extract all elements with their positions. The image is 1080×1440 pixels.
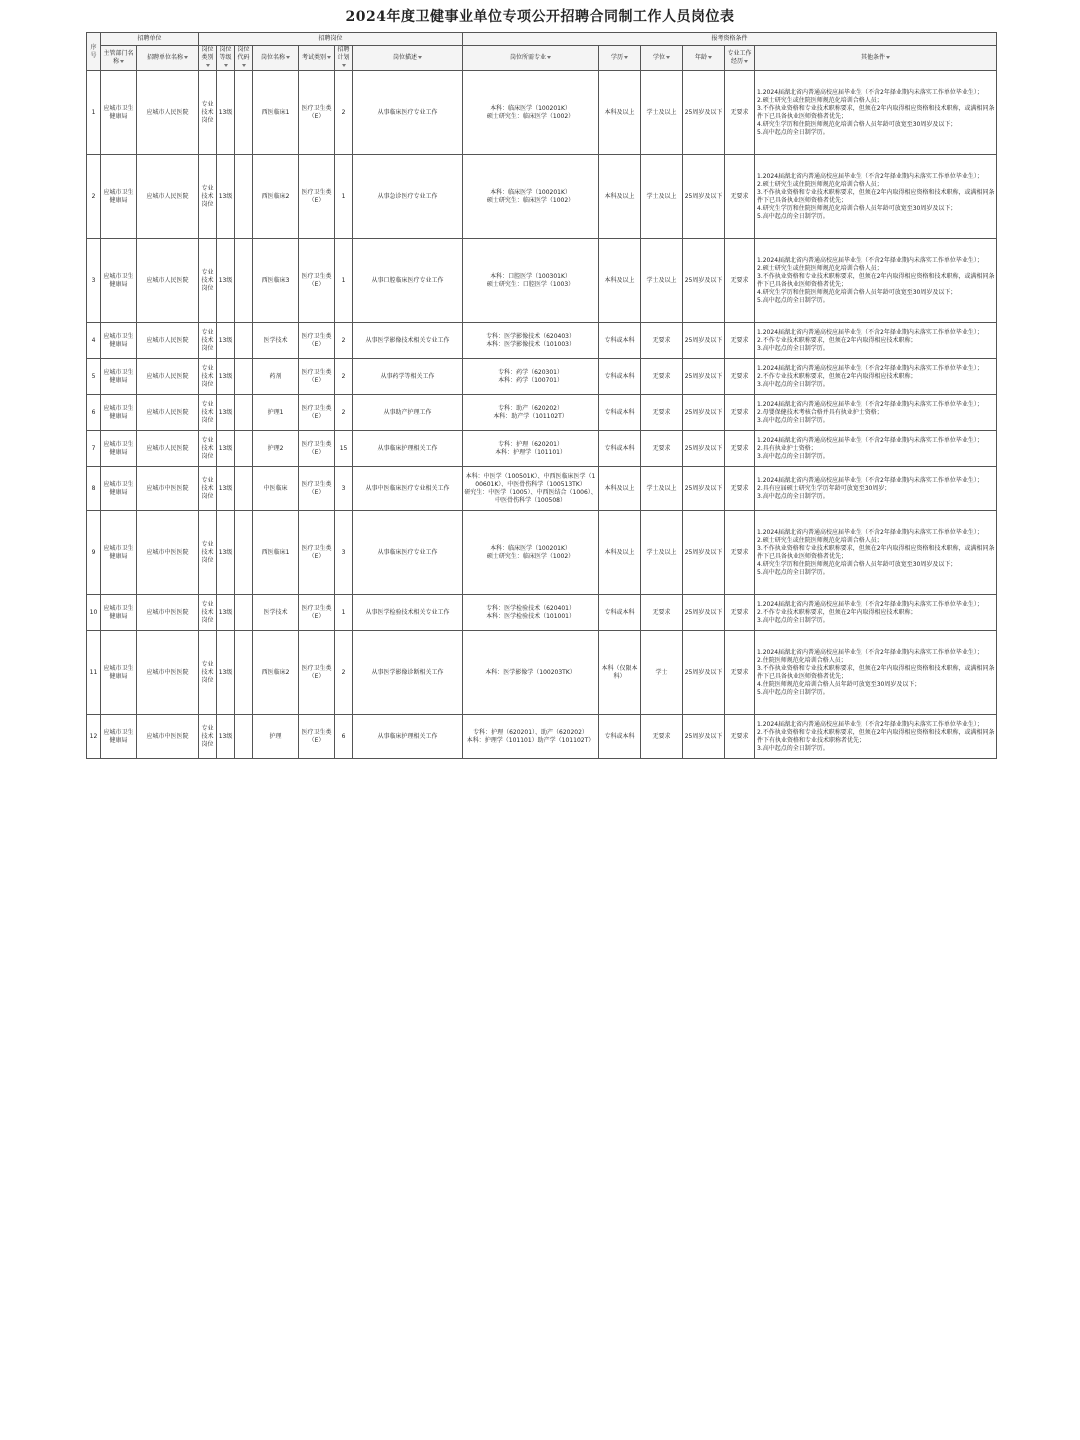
cell-unit: 应城市中医医院 [137,631,199,715]
cell-plan: 15 [335,431,353,467]
cell-dept: 应城市卫生健康局 [101,431,137,467]
cell-desc: 从事临床医疗专业工作 [353,511,463,595]
filter-dropdown-icon[interactable] [242,64,246,67]
cell-dept: 应城市卫生健康局 [101,715,137,759]
cell-unit: 应城市人民医院 [137,71,199,155]
cell-dept: 应城市卫生健康局 [101,595,137,631]
cell-edu: 专科或本科 [599,431,641,467]
cell-no: 11 [87,631,101,715]
cell-degree: 无要求 [641,359,683,395]
table-row [87,431,997,467]
cell-exam: 医疗卫生类（E） [299,431,335,467]
cell-exp: 无要求 [725,323,755,359]
cell-plan: 1 [335,239,353,323]
cell-exp: 无要求 [725,511,755,595]
cell-unit: 应城市人民医院 [137,323,199,359]
cell-unit: 应城市人民医院 [137,359,199,395]
cell-major: 本科：口腔医学（100301K） 硕士研究生：口腔医学（1003） [463,239,599,323]
cell-exam: 医疗卫生类（E） [299,239,335,323]
cell-age: 25周岁及以下 [683,323,725,359]
filter-dropdown-icon[interactable] [666,56,670,59]
cell-code [235,631,253,715]
cell-edu: 本科（仅限本科） [599,631,641,715]
cell-desc: 从事医学检验技术相关专业工作 [353,595,463,631]
column-header-5[interactable] [235,46,253,71]
cell-grade: 13级 [217,715,235,759]
cell-unit: 应城市中医医院 [137,595,199,631]
cell-dept: 应城市卫生健康局 [101,359,137,395]
cell-edu: 专科或本科 [599,595,641,631]
column-header-1[interactable] [101,46,137,71]
cell-desc: 从事医学影像诊断相关工作 [353,631,463,715]
cell-no: 3 [87,239,101,323]
cell-other: 1.2024届湖北省内普通高校应届毕业生（不含2年择业期内未落实工作单位毕业生）； 2.具有执业护士资格； 3.高中起点的全日制学历。 [755,431,997,467]
cell-code [235,511,253,595]
column-header-13[interactable] [683,46,725,71]
table-row [87,467,997,511]
filter-dropdown-icon[interactable] [327,56,331,59]
cell-cat: 专业技术岗位 [199,395,217,431]
cell-name: 西医临床1 [253,511,299,595]
filter-dropdown-icon[interactable] [224,64,228,67]
cell-grade: 13级 [217,431,235,467]
cell-no: 4 [87,323,101,359]
cell-plan: 3 [335,511,353,595]
column-header-6[interactable] [253,46,299,71]
column-header-label: 岗位代码 [237,46,250,61]
filter-dropdown-icon[interactable] [708,56,712,59]
cell-code [235,71,253,155]
column-header-label: 岗位等级 [219,46,232,61]
filter-dropdown-icon[interactable] [418,56,422,59]
cell-code [235,595,253,631]
filter-dropdown-icon[interactable] [886,56,890,59]
cell-plan: 2 [335,395,353,431]
cell-edu: 本科及以上 [599,239,641,323]
table-row [87,715,997,759]
cell-cat: 专业技术岗位 [199,715,217,759]
cell-no: 1 [87,71,101,155]
cell-desc: 从事临床护理相关工作 [353,431,463,467]
cell-unit: 应城市人民医院 [137,431,199,467]
cell-degree: 无要求 [641,595,683,631]
cell-edu: 本科及以上 [599,467,641,511]
cell-cat: 专业技术岗位 [199,239,217,323]
cell-dept: 应城市卫生健康局 [101,467,137,511]
cell-exam: 医疗卫生类（E） [299,155,335,239]
cell-other: 1.2024届湖北省内普通高校应届毕业生（不含2年择业期内未落实工作单位毕业生）； 2.住院医师规范化培训合格人员； 3.不作执业资格和专业技术职称要求，但须在2年内取得相应资格和技术职称，或满相同条件下已具备执业医师资格者优先； 4.住院医师规范化培训合格人员年龄可放宽至30周岁及以下； 5.高中起点的全日制学历。 [755,631,997,715]
cell-cat: 专业技术岗位 [199,323,217,359]
group-header-unit: 招聘单位 [101,33,199,46]
filter-dropdown-icon[interactable] [342,64,346,67]
cell-name: 中医临床 [253,467,299,511]
filter-dropdown-icon[interactable] [184,56,188,59]
cell-code [235,467,253,511]
cell-exam: 医疗卫生类（E） [299,715,335,759]
cell-exp: 无要求 [725,239,755,323]
table-row [87,71,997,155]
cell-other: 1.2024届湖北省内普通高校应届毕业生（不含2年择业期内未落实工作单位毕业生）； 2.母婴保健技术考核合格并具有执业护士资格； 3.高中起点的全日制学历。 [755,395,997,431]
table-row [87,631,997,715]
cell-dept: 应城市卫生健康局 [101,395,137,431]
cell-age: 25周岁及以下 [683,511,725,595]
cell-dept: 应城市卫生健康局 [101,631,137,715]
column-header-12[interactable] [641,46,683,71]
cell-degree: 学士 [641,631,683,715]
column-header-label: 岗位类别 [201,46,214,61]
cell-degree: 学士及以上 [641,71,683,155]
cell-grade: 13级 [217,467,235,511]
cell-major: 专科：医学检验技术（620401） 本科：医学检验技术（101001） [463,595,599,631]
cell-name: 医学技术 [253,323,299,359]
filter-dropdown-icon[interactable] [744,60,748,63]
cell-code [235,359,253,395]
cell-major: 本科：临床医学（100201K） 硕士研究生：临床医学（1002） [463,511,599,595]
cell-age: 25周岁及以下 [683,395,725,431]
cell-grade: 13级 [217,595,235,631]
cell-age: 25周岁及以下 [683,595,725,631]
cell-dept: 应城市卫生健康局 [101,323,137,359]
cell-age: 25周岁及以下 [683,71,725,155]
cell-grade: 13级 [217,323,235,359]
cell-exp: 无要求 [725,467,755,511]
cell-degree: 学士及以上 [641,467,683,511]
col-header: 序号 [87,33,101,71]
column-header-label: 招聘单位名称 [147,54,184,61]
cell-exp: 无要求 [725,595,755,631]
cell-unit: 应城市人民医院 [137,395,199,431]
cell-code [235,155,253,239]
cell-exp: 无要求 [725,359,755,395]
cell-edu: 本科及以上 [599,71,641,155]
cell-exp: 无要求 [725,715,755,759]
column-header-label: 学位 [653,54,666,61]
cell-exp: 无要求 [725,395,755,431]
cell-desc: 从事药学等相关工作 [353,359,463,395]
cell-plan: 2 [335,631,353,715]
cell-plan: 1 [335,155,353,239]
table-row [87,155,997,239]
filter-dropdown-icon[interactable] [624,56,628,59]
cell-degree: 无要求 [641,395,683,431]
cell-degree: 学士及以上 [641,239,683,323]
cell-grade: 13级 [217,511,235,595]
cell-plan: 2 [335,71,353,155]
cell-name: 药剂 [253,359,299,395]
column-header-label: 招聘计划 [337,46,350,61]
cell-age: 25周岁及以下 [683,467,725,511]
cell-no: 2 [87,155,101,239]
table-row [87,595,997,631]
cell-grade: 13级 [217,71,235,155]
cell-major: 专科：医学影像技术（620403） 本科：医学影像技术（101003） [463,323,599,359]
cell-name: 护理1 [253,395,299,431]
column-header-11[interactable] [599,46,641,71]
cell-exp: 无要求 [725,71,755,155]
cell-edu: 本科及以上 [599,155,641,239]
cell-no: 12 [87,715,101,759]
cell-unit: 应城市中医医院 [137,715,199,759]
cell-code [235,431,253,467]
cell-exam: 医疗卫生类（E） [299,467,335,511]
filter-dropdown-icon[interactable] [286,56,290,59]
cell-dept: 应城市卫生健康局 [101,71,137,155]
filter-dropdown-icon[interactable] [120,60,124,63]
cell-cat: 专业技术岗位 [199,431,217,467]
cell-no: 9 [87,511,101,595]
cell-other: 1.2024届湖北省内普通高校应届毕业生（不含2年择业期内未落实工作单位毕业生）； 2.具有应届硕士研究生学历年龄可放宽至30周岁； 3.高中起点的全日制学历。 [755,467,997,511]
cell-age: 25周岁及以下 [683,155,725,239]
cell-exam: 医疗卫生类（E） [299,595,335,631]
cell-degree: 无要求 [641,431,683,467]
cell-no: 7 [87,431,101,467]
cell-exp: 无要求 [725,431,755,467]
cell-cat: 专业技术岗位 [199,631,217,715]
cell-edu: 专科或本科 [599,715,641,759]
filter-dropdown-icon[interactable] [547,56,551,59]
cell-other: 1.2024届湖北省内普通高校应届毕业生（不含2年择业期内未落实工作单位毕业生）； 2.不作专业技术职称要求，但须在2年内取得相应技术职称； 3.高中起点的全日制学历。 [755,595,997,631]
column-header-label: 专业工作经历 [727,50,752,65]
column-header-label: 考试类别 [302,54,327,61]
cell-code [235,323,253,359]
column-header-label: 岗位描述 [393,54,418,61]
cell-dept: 应城市卫生健康局 [101,155,137,239]
column-header-4[interactable] [217,46,235,71]
cell-no: 8 [87,467,101,511]
column-header-7[interactable] [299,46,335,71]
cell-edu: 专科或本科 [599,323,641,359]
cell-cat: 专业技术岗位 [199,155,217,239]
cell-exam: 医疗卫生类（E） [299,359,335,395]
cell-name: 西医临床2 [253,631,299,715]
page-title: 2024年度卫健事业单位专项公开招聘合同制工作人员岗位表 [345,9,735,25]
cell-exam: 医疗卫生类（E） [299,395,335,431]
table-row [87,239,997,323]
cell-name: 西医临床3 [253,239,299,323]
cell-exam: 医疗卫生类（E） [299,71,335,155]
group-header-position: 招聘岗位 [199,33,463,46]
cell-grade: 13级 [217,359,235,395]
cell-unit: 应城市人民医院 [137,239,199,323]
cell-age: 25周岁及以下 [683,359,725,395]
column-header-label: 主管部门名称 [103,50,134,65]
cell-other: 1.2024届湖北省内普通高校应届毕业生（不含2年择业期内未落实工作单位毕业生）； 2.不作专业技术职称要求，但须在2年内取得相应技术职称； 3.高中起点的全日制学历。 [755,323,997,359]
cell-name: 护理 [253,715,299,759]
cell-other: 1.2024届湖北省内普通高校应届毕业生（不含2年择业期内未落实工作单位毕业生）； 2.硕士研究生或住院医师规范化培训合格人员； 3.不作执业资格和专业技术职称要求，但须在2年内取得相应资格和技术职称，或满相同条件下已具备执业医师资格者优先； 4.研究生学历和住院医师规范化培训合格人员年龄可放宽至30周岁及以下； 5.高中起点的全日制学历。 [755,155,997,239]
cell-no: 6 [87,395,101,431]
cell-cat: 专业技术岗位 [199,467,217,511]
cell-major: 本科：医学影像学（100203TK） [463,631,599,715]
cell-no: 5 [87,359,101,395]
cell-major: 本科：临床医学（100201K） 硕士研究生：临床医学（1002） [463,155,599,239]
cell-cat: 专业技术岗位 [199,595,217,631]
cell-exp: 无要求 [725,155,755,239]
cell-plan: 2 [335,359,353,395]
cell-other: 1.2024届湖北省内普通高校应届毕业生（不含2年择业期内未落实工作单位毕业生）； 2.不作执业资格和专业技术职称要求，但须在2年内取得相应资格和技术职称，或满相同条件下有执业资格和专业技术职称者优先； 3.高中起点的全日制学历。 [755,715,997,759]
positions-table [86,32,997,759]
cell-name: 西医临床1 [253,71,299,155]
cell-other: 1.2024届湖北省内普通高校应届毕业生（不含2年择业期内未落实工作单位毕业生）； 2.不作专业技术职称要求，但须在2年内取得相应技术职称； 3.高中起点的全日制学历。 [755,359,997,395]
cell-desc: 从事临床护理相关工作 [353,715,463,759]
cell-cat: 专业技术岗位 [199,359,217,395]
column-header-label: 年龄 [695,54,708,61]
cell-degree: 学士及以上 [641,155,683,239]
cell-degree: 学士及以上 [641,511,683,595]
cell-name: 医学技术 [253,595,299,631]
cell-edu: 专科或本科 [599,359,641,395]
cell-dept: 应城市卫生健康局 [101,239,137,323]
table-row [87,511,997,595]
cell-code [235,395,253,431]
column-header-row [87,46,997,71]
cell-major: 专科：护理（620201） 本科：护理学（101101） [463,431,599,467]
cell-cat: 专业技术岗位 [199,511,217,595]
cell-edu: 本科及以上 [599,511,641,595]
cell-desc: 从事口腔临床医疗专业工作 [353,239,463,323]
cell-major: 专科：药学（620301） 本科：药学（100701） [463,359,599,395]
cell-plan: 2 [335,323,353,359]
cell-unit: 应城市中医医院 [137,511,199,595]
cell-degree: 无要求 [641,323,683,359]
cell-grade: 13级 [217,155,235,239]
cell-major: 专科：护理（620201）、助产（620202） 本科：护理学（101101）助产学（101102T） [463,715,599,759]
column-header-3[interactable] [199,46,217,71]
cell-code [235,239,253,323]
group-header-qualification: 报考资格条件 [463,33,997,46]
cell-exam: 医疗卫生类（E） [299,511,335,595]
cell-desc: 从事急诊医疗专业工作 [353,155,463,239]
column-header-label: 岗位所需专业 [510,54,547,61]
cell-age: 25周岁及以下 [683,715,725,759]
column-header-8[interactable] [335,46,353,71]
cell-major: 专科：助产（620202） 本科：助产学（101102T） [463,395,599,431]
table-body [87,71,997,759]
filter-dropdown-icon[interactable] [206,64,210,67]
cell-major: 本科：中医学（100501K）、中西医临床医学（100601K）、中医骨伤科学（100513TK） 研究生：中医学（1005）、中西医结合（1006）、中医骨伤科学（100508） [463,467,599,511]
cell-plan: 3 [335,467,353,511]
cell-plan: 1 [335,595,353,631]
cell-unit: 应城市中医医院 [137,467,199,511]
cell-unit: 应城市人民医院 [137,155,199,239]
cell-name: 西医临床2 [253,155,299,239]
cell-plan: 6 [335,715,353,759]
cell-desc: 从事中医临床医疗专业相关工作 [353,467,463,511]
group-header-row [87,33,997,46]
column-header-label: 其他条件 [861,54,886,61]
column-header-14[interactable] [725,46,755,71]
table-row [87,359,997,395]
cell-grade: 13级 [217,631,235,715]
column-header-9[interactable] [353,46,463,71]
cell-desc: 从事医学影像技术相关专业工作 [353,323,463,359]
cell-no: 10 [87,595,101,631]
cell-age: 25周岁及以下 [683,239,725,323]
column-header-label: 岗位名称 [261,54,286,61]
cell-edu: 专科或本科 [599,395,641,431]
column-header-10[interactable] [463,46,599,71]
cell-grade: 13级 [217,239,235,323]
cell-grade: 13级 [217,395,235,431]
cell-desc: 从事助产护理工作 [353,395,463,431]
cell-other: 1.2024届湖北省内普通高校应届毕业生（不含2年择业期内未落实工作单位毕业生）； 2.硕士研究生或住院医师规范化培训合格人员； 3.不作执业资格和专业技术职称要求，但须在2年内取得相应资格和技术职称，或满相同条件下已具备执业医师资格者优先； 4.研究生学历和住院医师规范化培训合格人员年龄可放宽至30周岁及以下； 5.高中起点的全日制学历。 [755,239,997,323]
cell-age: 25周岁及以下 [683,631,725,715]
cell-other: 1.2024届湖北省内普通高校应届毕业生（不含2年择业期内未落实工作单位毕业生）； 2.硕士研究生或住院医师规范化培训合格人员； 3.不作执业资格和专业技术职称要求，但须在2年内取得相应资格和技术职称，或满相同条件下已具备执业医师资格者优先； 4.研究生学历和住院医师规范化培训合格人员年龄可放宽至30周岁及以下； 5.高中起点的全日制学历。 [755,71,997,155]
cell-exp: 无要求 [725,631,755,715]
cell-other: 1.2024届湖北省内普通高校应届毕业生（不含2年择业期内未落实工作单位毕业生）； 2.硕士研究生或住院医师规范化培训合格人员； 3.不作执业资格和专业技术职称要求，但须在2年内取得相应资格和技术职称，或满相同条件下已具备执业医师资格者优先； 4.研究生学历和住院医师规范化培训合格人员年龄可放宽至30周岁及以下； 5.高中起点的全日制学历。 [755,511,997,595]
cell-major: 本科：临床医学（100201K） 硕士研究生：临床医学（1002） [463,71,599,155]
cell-degree: 无要求 [641,715,683,759]
column-header-label: 学历 [611,54,624,61]
cell-name: 护理2 [253,431,299,467]
cell-exam: 医疗卫生类（E） [299,323,335,359]
table-row [87,395,997,431]
table-row [87,323,997,359]
cell-code [235,715,253,759]
cell-cat: 专业技术岗位 [199,71,217,155]
cell-exam: 医疗卫生类（E） [299,631,335,715]
cell-desc: 从事临床医疗专业工作 [353,71,463,155]
cell-dept: 应城市卫生健康局 [101,511,137,595]
column-header-2[interactable] [137,46,199,71]
cell-age: 25周岁及以下 [683,431,725,467]
column-header-15[interactable] [755,46,997,71]
